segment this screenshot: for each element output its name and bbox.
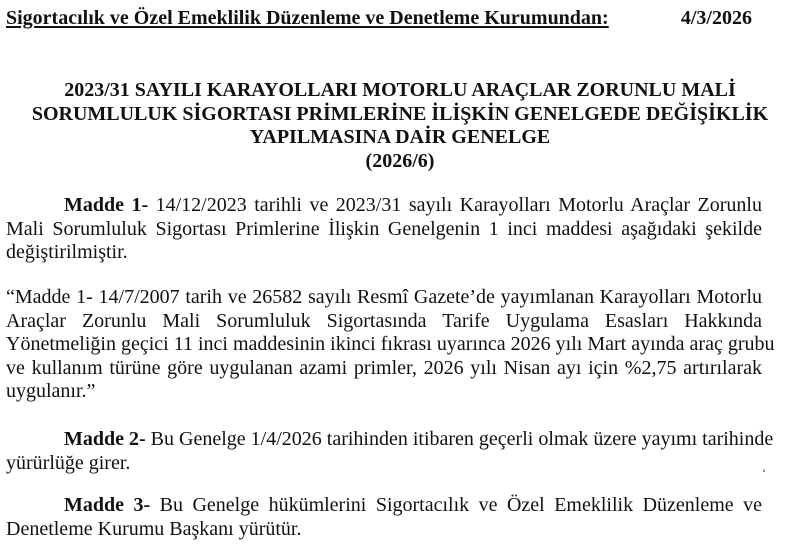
circular-number: (2026/6): [365, 149, 435, 172]
article-line: [6, 194, 762, 218]
article-label: Madde 2-: [64, 428, 146, 450]
quote-line: ve kullanım türüne göre uygulanan azami primler, 2026 yılı Nisan ayı için %2,75 artırılarak: [6, 356, 762, 379]
article-label: Madde 3-: [64, 494, 151, 516]
article-text: Bu Genelge 1/4/2026 tarihinden itibaren geçerli olmak üzere yayımı tarihinde: [145, 428, 774, 450]
article-line: Mali Sorumluluk Sigortası Primlerine İlişkin Genelgenin 1 inci maddesi aşağıdaki şekilde: [6, 217, 762, 240]
quote-line: “Madde 1- 14/7/2007 tarih ve 26582 sayılı Resmî Gazete’de yayımlanan Karayolları Motorlu: [6, 286, 762, 308]
quote-line: Yönetmeliğin geçici 11 inci maddesinin ikinci fıkrası uyarınca 2026 yılı Mart ayında araç grubu: [6, 333, 775, 356]
title-line: 2023/31 SAYILI KARAYOLLARI MOTORLU ARAÇLAR ZORUNLU MALİ: [64, 79, 736, 101]
article-line: Denetleme Kurumu Başkanı yürütür.: [6, 517, 302, 540]
article-1: [6, 194, 762, 265]
article-2: [6, 428, 774, 475]
article-line: [6, 428, 774, 452]
quote-line: uygulanır.”: [6, 380, 96, 403]
circular-title: [0, 79, 800, 173]
page-header: [6, 6, 752, 30]
article-line: [6, 494, 762, 518]
article-line: yürürlüğe girer.: [6, 451, 131, 474]
quote-line: Araçlar Zorunlu Mali Sorumluluk Sigortasında Tarife Uygulama Esasları Hakkında: [6, 309, 762, 332]
stray-mark: ʻ: [762, 466, 766, 480]
article-text: 14/12/2023 tarihli ve 2023/31 sayılı Karayolları Motorlu Araçlar Zorunlu: [148, 194, 762, 216]
article-text: Bu Genelge hükümlerini Sigortacılık ve Özel Emeklilik Düzenleme ve: [150, 494, 762, 516]
title-line: YAPILMASINA DAİR GENELGE: [249, 126, 551, 148]
article-3: [6, 494, 762, 541]
publication-date: 4/3/2026: [680, 7, 752, 29]
article-label: Madde 1-: [64, 194, 149, 216]
issuing-agency: Sigortacılık ve Özel Emeklilik Düzenleme ve Denetleme Kurumundan:: [6, 7, 609, 29]
amended-text-quote: [6, 286, 775, 404]
title-line: SORUMLULUK SİGORTASI PRİMLERİNE İLİŞKİN GENELGEDE DEĞİŞİKLİK: [31, 102, 769, 125]
article-line: değiştirilmiştir.: [6, 241, 128, 264]
